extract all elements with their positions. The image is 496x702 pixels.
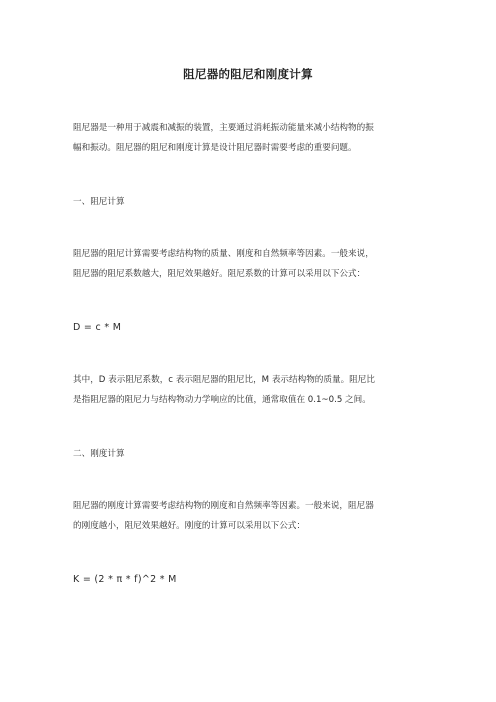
section-2-heading: 二、刚度计算 (73, 449, 125, 459)
stiffness-formula: K = (2 * π * f)^2 * M (73, 574, 177, 585)
section-1-paragraph-2 (73, 370, 425, 410)
intro-paragraph (73, 118, 425, 158)
damping-formula: D = c * M (73, 322, 122, 333)
paragraph-line: 其中，D 表示阻尼系数，c 表示阻尼器的阻尼比，M 表示结构物的质量。阻尼比 (73, 375, 375, 385)
paragraph-line: 阻尼器的阻尼计算需要考虑结构物的质量、刚度和自然频率等因素。一般来说， (73, 249, 374, 259)
intro-line: 幅和振动。阻尼器的阻尼和刚度计算是设计阻尼器时需要考虑的重要问题。 (73, 143, 357, 153)
intro-line: 阻尼器是一种用于减震和减振的装置，主要通过消耗振动能量来减小结构物的振 (73, 123, 374, 133)
paragraph-line: 阻尼器的刚度计算需要考虑结构物的刚度和自然频率等因素。一般来说，阻尼器 (73, 501, 374, 511)
paragraph-line: 阻尼器的阻尼系数越大，阻尼效果越好。阻尼系数的计算可以采用以下公式： (73, 269, 366, 279)
document-title: 阻尼器的阻尼和刚度计算 (183, 67, 313, 81)
section-1-heading: 一、阻尼计算 (73, 197, 125, 207)
paragraph-line: 是指阻尼器的阻尼力与结构物动力学响应的比值，通常取值在 0.1~0.5 之间。 (73, 395, 371, 405)
section-1-paragraph-1 (73, 244, 425, 284)
paragraph-line: 的刚度越小，阻尼效果越好。刚度的计算可以采用以下公式： (73, 521, 306, 531)
section-2-paragraph-1 (73, 496, 425, 536)
